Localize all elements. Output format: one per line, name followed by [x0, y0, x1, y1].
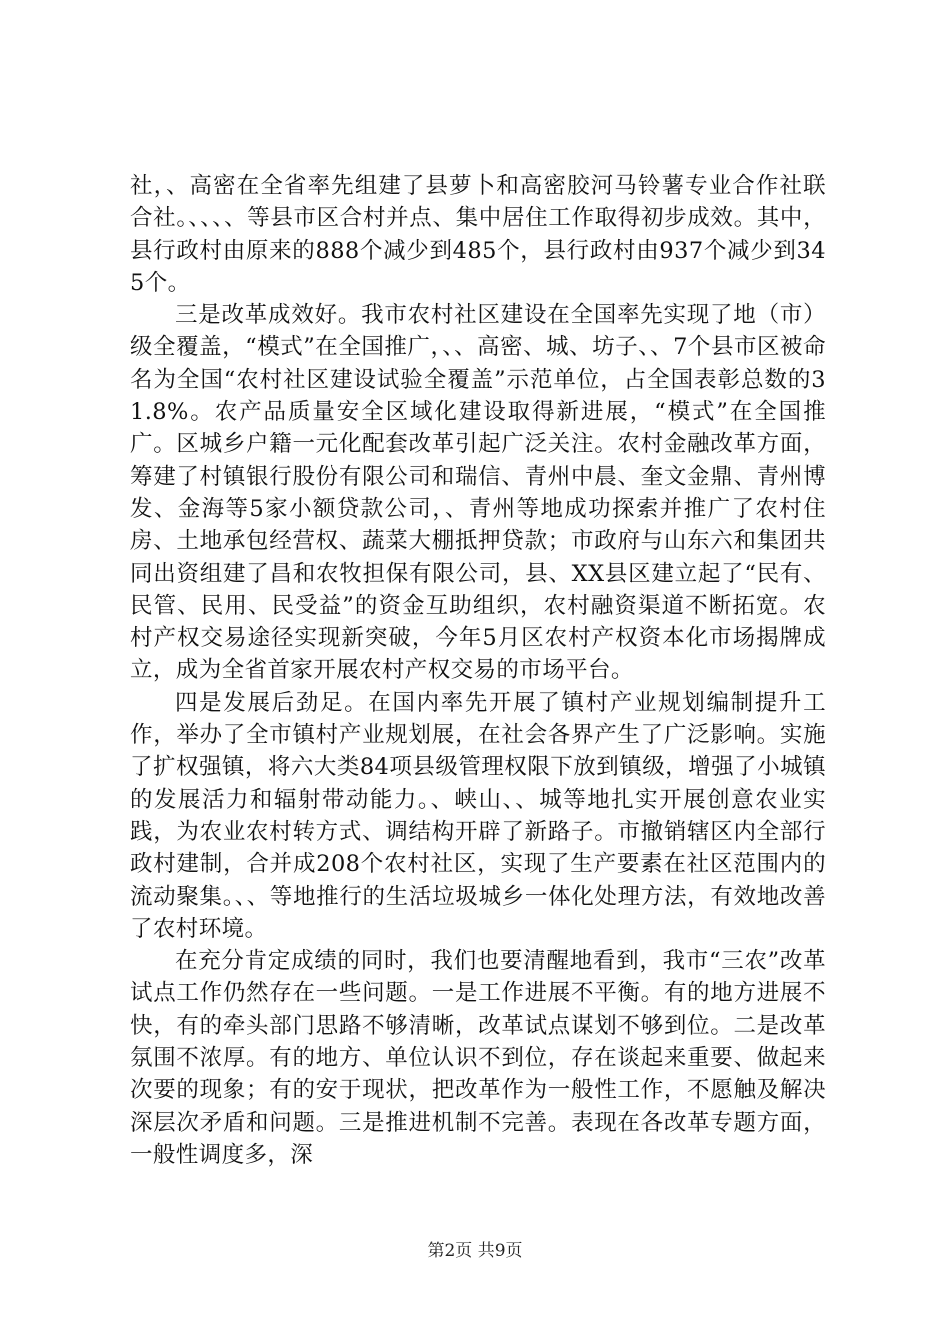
- paragraph-4: 在充分肯定成绩的同时，我们也要清醒地看到，我市“三农”改革试点工作仍然存在一些问题。一是工作进展不平衡。有的地方进展不快，有的牵头部门思路不够清晰，改革试点谋划不够到位。二是改革氛围不浓厚。有的地方、单位认识不到位，存在谈起来重要、做起来次要的现象；有的安于现状，把改革作为一般性工作，不愿触及解决深层次矛盾和问题。三是推进机制不完善。表现在各改革专题方面，一般性调度多，深: [130, 948, 826, 1168]
- page-number-footer: 第2页 共9页: [427, 1241, 523, 1261]
- paragraph-3: 四是发展后劲足。在国内率先开展了镇村产业规划编制提升工作，举办了全市镇村产业规划展，在社会各界产生了广泛影响。实施了扩权强镇，将六大类84项县级管理权限下放到镇级，增强了小城镇的发展活力和辐射带动能力。、峡山、、城等地扎实开展创意农业实践，为农业农村转方式、调结构开辟了新路子。市撤销辖区内全部行政村建制，合并成208个农村社区，实现了生产要素在社区范围内的流动聚集。、、等地推行的生活垃圾城乡一体化处理方法，有效地改善了农村环境。: [130, 689, 826, 942]
- paragraph-2: 三是改革成效好。我市农村社区建设在全国率先实现了地（市）级全覆盖，“模式”在全国推广，、、高密、城、坊子、、7个县市区被命名为全国“农村社区建设试验全覆盖”示范单位，占全国表彰总数的31.8%。农产品质量安全区域化建设取得新进展，“模式”在全国推广。区城乡户籍一元化配套改革引起广泛关注。农村金融改革方面，筹建了村镇银行股份有限公司和瑞信、青州中晨、奎文金鼎、青州博发、金海等5家小额贷款公司，、青州等地成功探索并推广了农村住房、土地承包经营权、蔬菜大棚抵押贷款；市政府与山东六和集团共同出资组建了昌和农牧担保有限公司，县、XX县区建立起了“民有、民管、民用、民受益”的资金互助组织，农村融资渠道不断拓宽。农村产权交易途径实现新突破，今年5月区农村产权资本化市场揭牌成立，成为全省首家开展农村产权交易的市场平台。: [130, 302, 826, 684]
- paragraph-1: 社，、高密在全省率先组建了县萝卜和高密胶河马铃薯专业合作社联合社。、、、、等县市区合村并点、集中居住工作取得初步成效。其中，县行政村由原来的888个减少到485个，县行政村由937个减少到345个。: [130, 173, 826, 296]
- document-body: [130, 170, 826, 1171]
